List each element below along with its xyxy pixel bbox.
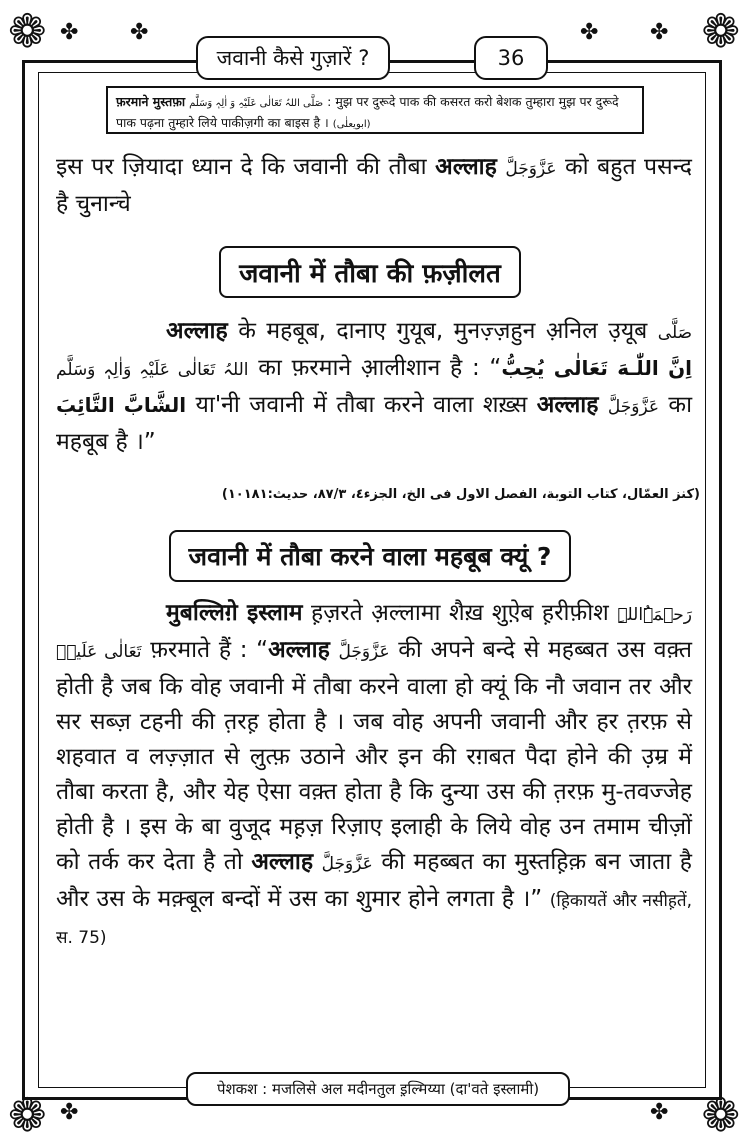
corner-ornament-icon: ❁	[8, 1088, 47, 1142]
azza-text: عَزَّوَجَلَّ	[505, 159, 557, 179]
border-ornament-icon: ✤	[60, 1100, 79, 1125]
intro-text-2: को बहुत पसन्द है चुनान्चे	[56, 154, 692, 217]
para2-source: (ह़िकायतें और नसीह़तें, स. 75)	[56, 891, 692, 948]
para1-text-1: के महबूब, दानाए गुयूब, मुनज़्ज़हुन अ़निल उ़यूब	[238, 318, 648, 344]
hadith-source: (ابویعلٰی)	[332, 119, 371, 130]
para2-text-1: ह़ज़रते अ़ल्लामा शैख़ शुऐ़ब ह़रीफ़ीश	[311, 600, 609, 626]
arabic-hadith: اِنَّ اللّٰـهَ تَعَالٰی یُحِبُّ الشَّابَّ التَّائِبَ	[56, 356, 693, 417]
quote-open: “	[256, 637, 269, 663]
corner-ornament-icon: ❁	[701, 1088, 740, 1142]
para1-text-3: या'नी जवानी में तौबा करने वाला शख़्स	[195, 392, 528, 418]
section-heading-2	[100, 528, 640, 584]
heading-2-text: जवानी में तौबा करने वाला महबूब क्यूं ?	[188, 542, 552, 571]
paragraph-2	[56, 596, 692, 956]
allah-word: अल्लाह	[268, 637, 330, 663]
paragraph-1	[56, 314, 692, 460]
border-ornament-icon: ✤	[650, 20, 669, 45]
heading-1-text: जवानी में तौबा की फ़ज़ीलत	[239, 259, 501, 289]
para2-text-2: फ़रमाते हैं :	[150, 637, 248, 663]
intro-paragraph	[56, 150, 692, 222]
reference-citation: (کنز العمّال، کتاب التوبة، الفصل الاول فی الخ، الجزء٤، ٨٧/٣، حدیث:١٠١٨١)	[221, 487, 700, 502]
border-ornament-icon: ✤	[60, 20, 79, 45]
hadith-text: : मुझ पर दुरूदे पाक की कसरत करो बेशक तुम्हारा मुझ पर दुरूदे पाक पढ़ना तुम्हारे लिये पाकीज़गी का बाइस है ।	[116, 94, 619, 130]
para2-text-3: की अपने बन्दे से महब्बत उस वक़्त होती है जब कि वोह जवानी में तौबा करने वाला हो क्यूं कि नौ जवान तर और सर सब्ज़ टहनी की त़रह़ होता है । जब वोह अपनी जवानी और हर त़रफ़ से शहवात व लज़्ज़ात से लुत्फ़ उठाने और इन की रग़बत पैदा होने की उ़म्र में तौबा करता है, और येह ऐसा वक़्त होता है कि दुन्या उस की त़रफ़ मु-तवज्जेह होती है । इस के बा वुजूद मह़ज़ रिज़ाए इलाही के लिये वोह उन तमाम चीज़ों को तर्क कर देता है तो	[56, 637, 693, 875]
corner-ornament-icon: ❁	[8, 4, 47, 58]
para1-text-2: का फ़रमाने आ़लीशान है :	[258, 355, 480, 381]
hadith-salutation: صَلَّی اللہُ تَعَالٰی عَلَیْہِ وَ اٰلِہٖ وَسَلَّم	[189, 98, 324, 109]
hadith-box	[106, 86, 644, 134]
intro-text-1: इस पर ज़ियादा ध्यान दे कि जवानी की तौबा	[56, 154, 427, 180]
allah-word: अल्लाह	[536, 392, 599, 418]
salutation-text: صَلَّی اللہُ تَعَالٰی عَلَیْہِ وَاٰلِہٖ وَسَلَّم	[56, 323, 693, 380]
hadith-label: फ़रमाने मुस्तफ़ा	[116, 94, 186, 109]
section-heading-1	[160, 244, 580, 300]
allah-word: अल्लाह	[166, 318, 228, 344]
publisher-footer: पेशकश : मजलिसे अल मदीनतुल इ़ल्मिय्या (दा'वते इस्लामी)	[186, 1072, 570, 1106]
azza-text: عَزَّوَجَلَّ	[607, 397, 660, 417]
rahmat-text: رَحۡمَۃُاللہِ تَعَالٰی عَلَیۡہ	[56, 605, 693, 662]
allah-word: अल्लाह	[435, 154, 497, 180]
corner-ornament-icon: ❁	[701, 4, 740, 58]
para2-text-4: की महब्बत का मुस्तह़िक़ बन जाता है और उस के मक़्बूल बन्दों में उस का शुमार होने लगता है ।”	[56, 849, 693, 912]
page-number: 36	[474, 36, 548, 80]
quote-open: “	[489, 355, 502, 381]
border-ornament-icon: ✤	[580, 20, 599, 45]
border-ornament-icon: ✤	[650, 1100, 669, 1125]
azza-text: عَزَّوَجَلَّ	[338, 642, 390, 662]
name-text: मुबल्लिग़े इस्लाम	[166, 600, 303, 626]
page-header-title: जवानी कैसे गुज़ारें ?	[196, 36, 390, 80]
azza-text: عَزَّوَجَلَّ	[321, 854, 373, 874]
allah-word: अल्लाह	[251, 849, 314, 875]
para1-text-4: का महबूब है ।”	[56, 392, 693, 455]
border-ornament-icon: ✤	[130, 20, 149, 45]
